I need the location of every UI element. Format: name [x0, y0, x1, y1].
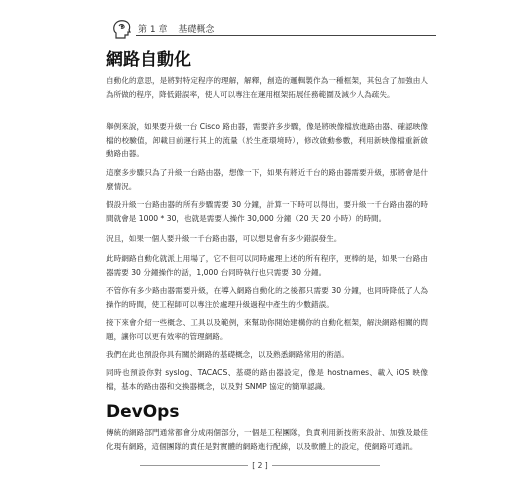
paragraph: 同時也預設你對 syslog、TACACS、基礎的路由器設定，像是 hostnames、載入 iOS 映像檔，基本的路由器和交換器概念，以及對 SNMP 協定的簡單認識。	[106, 368, 428, 391]
paragraph: 況且，如果一個人要升級一千台路由器，可以想見會有多少錯誤發生。	[106, 234, 342, 243]
brain-head-icon	[110, 18, 134, 42]
paragraph: 不管你有多少路由器需要升級，在導入網路自動化的之後都只需要 30 分鐘，也同時降低了人為操作的時間，使工程師可以專注於處理升級過程中產生的少數錯誤。	[106, 286, 428, 309]
chapter-label: 第 1 章	[138, 25, 168, 35]
running-header	[138, 22, 222, 35]
header-rule	[136, 35, 436, 36]
section-heading-devops: DevOps	[106, 402, 180, 422]
paragraph: 這麼多步驟只為了升級一台路由器，想像一下，如果有將近千台的路由器需要升級，那將會是什麼情況。	[106, 168, 428, 191]
page-number	[0, 461, 520, 470]
section-heading-network-automation: 網路自動化	[106, 50, 191, 70]
paragraph: 我們在此也預設你具有關於網路的基礎概念，以及熟悉網路常用的術語。	[106, 350, 349, 359]
footer-rule-right	[272, 465, 380, 466]
paragraph: 舉例來說，如果要升級一台 Cisco 路由器，需要許多步驟，像是將映像檔放進路由器、確認映像檔的校驗值，卸載目前運行其上的流量（於生產環境時），修改啟動參數，利用新映像檔重新啟動路由器。	[106, 122, 428, 159]
page-header	[110, 18, 430, 44]
paragraph: 傳統的網路部門通常都會分成兩個部分，一個是工程團隊，負責利用新技術來設計、加強及最佳化現有網路，這個團隊的責任是對實體的網路進行配線，以及軟體上的設定，使網路可通訊。	[106, 428, 428, 451]
page-number-text: [ 2 ]	[252, 461, 268, 470]
paragraph: 假設升級一台路由器的所有步驟需要 30 分鐘，計算一下時可以得出，要升級一千台路由器的時間就會是 1000 * 30，也就是需要人操作 30,000 分鐘（20 天 20 小時）的時間。	[106, 200, 428, 223]
paragraph: 此時網路自動化就派上用場了，它不但可以同時處理上述的所有程序，更棒的是，如果一台路由器需要 30 分鐘操作的話，1,000 台同時執行也只需要 30 分鐘。	[106, 254, 428, 277]
paragraph: 接下來會介紹一些概念、工具以及範例，來幫助你開始建構你的自動化框架，解決網路相關的問題，讓你可以更有效率的管理網路。	[106, 318, 428, 341]
paragraph: 自動化的意思，是將對特定程序的理解，解釋，創造的邏輯製作為一種框架，其包含了加強由人為所做的程序，降低錯誤率，使人可以專注在運用框架拓展任務範圍及減少人為疏失。	[106, 76, 428, 99]
chapter-title: 基礎概念	[178, 25, 215, 35]
footer-rule-left	[140, 465, 248, 466]
